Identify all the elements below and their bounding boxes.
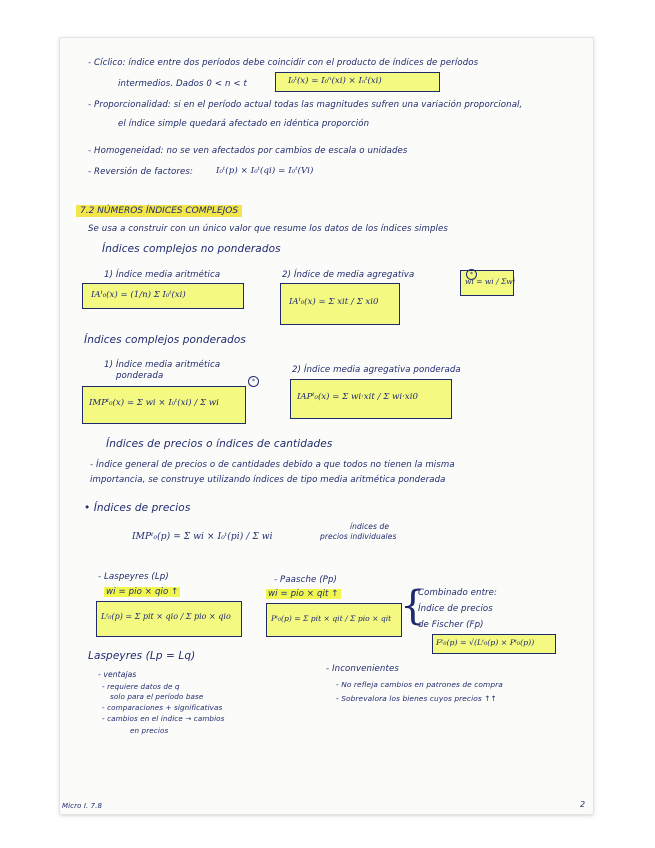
notebook-page [60, 38, 593, 814]
line-indice-general: - Índice general de precios o de cantidades debido a que todos no tienen la misma [90, 460, 455, 470]
label-media-aritmetica: 1) Índice media aritmética [104, 270, 221, 280]
line-proporcion-2: el índice simple quedará afectado en idéntica proporción [118, 119, 370, 129]
formula-agregativa-pond: IAPᵗ₀(x) = Σ wi·xit / Σ wi·xi0 [297, 392, 418, 402]
brace-symbol: { [400, 583, 426, 629]
label-laspeyres-weight: wi = pio × qio ↑ [106, 587, 179, 597]
label-ponderada: ponderada [116, 371, 164, 381]
note-precios-individuales: precios individuales [320, 532, 397, 541]
label-ventajas: - ventajas [98, 670, 137, 679]
formula-ciclico-box [275, 72, 440, 92]
ventaja-3: - cambios en el índice → cambios [102, 714, 225, 723]
label-fischer: de Fischer (Fp) [418, 620, 484, 630]
formula-paasche-box [266, 603, 402, 637]
heading-precios-cantidades: Índices de precios o índices de cantidades [106, 438, 333, 450]
section-title: 7.2 NÚMEROS ÍNDICES COMPLEJOS [76, 205, 242, 217]
inconveniente-1: - No refleja cambios en patrones de compra [336, 680, 503, 689]
formula-pond: IMPᵗ₀(x) = Σ wi × I₀ᵗ(xi) / Σ wi [89, 398, 219, 408]
formula-ciclico: I₀ᵗ(x) = I₀ⁿ(xi) × Iₙᵗ(xi) [288, 76, 382, 86]
formula-fischer: Fᵗ₀(p) = √(Lᵗ₀(p) × Pᵗ₀(p)) [436, 638, 535, 647]
line-construir: Se usa a construir con un único valor que resume los datos de los índices simples [88, 224, 448, 234]
page-number: 2 [580, 800, 586, 809]
line-reversion: - Reversión de factores: [88, 167, 194, 177]
line-ciclico: - Cíclico: índice entre dos períodos debe coincidir con el producto de índices de períodos [88, 58, 479, 68]
star-circle-icon-2: * [248, 376, 259, 387]
line-proporcionalidad: - Proporcionalidad: si en el período actual todas las magnitudes sufren una variación proporcional, [88, 100, 523, 110]
formula-pond-box [82, 386, 246, 424]
formula-agregativa-pond-box [290, 379, 452, 419]
page-footer: Micro I. 7.8 [62, 802, 103, 810]
label-paasche-weight: wi = pio × qit ↑ [268, 589, 339, 599]
heading-ponderados: Índices complejos ponderados [84, 334, 246, 346]
formula-media-agregativa: IAᵗ₀(x) = Σ xit / Σ xi0 [289, 297, 379, 307]
formula-laspeyres-box [96, 601, 242, 637]
line-intermedios: intermedios. Dados 0 < n < t [118, 79, 247, 89]
formula-media-aritmetica-box [82, 283, 244, 309]
formula-paasche: Pᵗ₀(p) = Σ pit × qit / Σ pio × qit [271, 614, 392, 623]
formula-reversion: I₀ᵗ(p) × I₀ᵗ(qi) = I₀ᵗ(Vi) [216, 166, 314, 176]
label-combinado: Combinado entre: [418, 588, 498, 598]
label-agregativa-pond: 2) Índice media agregativa ponderada [292, 365, 461, 375]
formula-impt: IMPᵗ₀(p) = Σ wi × I₀ᵗ(pi) / Σ wi [132, 532, 273, 542]
label-laspeyres: - Laspeyres (Lp) [98, 572, 169, 582]
label-paasche: - Paasche (Pp) [274, 575, 337, 585]
heading-laspeyres-lq: Laspeyres (Lp = Lq) [88, 650, 196, 662]
label-media-agregativa: 2) Índice de media agregativa [282, 270, 415, 280]
formula-laspeyres: Lᵗ₀(p) = Σ pit × qio / Σ pio × qio [101, 612, 231, 621]
formula-peso: wi = wi / Σwi [465, 277, 516, 286]
formula-fischer-box [432, 634, 556, 654]
line-importancia: importancia, se construye utilizando índices de tipo media aritmética ponderada [90, 475, 446, 485]
line-homogeneidad: - Homogeneidad: no se ven afectados por cambios de escala o unidades [88, 146, 408, 156]
heading-indices-precios: • Índices de precios [84, 502, 191, 514]
formula-media-agregativa-box [280, 283, 400, 325]
label-inconvenientes: - Inconvenientes [326, 664, 399, 674]
formula-media-aritmetica: IAᵗ₀(x) = (1/n) Σ I₀ᵗ(xi) [91, 290, 186, 300]
ventaja-2: - comparaciones + significativas [102, 703, 223, 712]
note-indices-de: índices de [350, 522, 390, 531]
label-media-aritmetica-pond: 1) Índice media aritmética [104, 360, 221, 370]
star-circle-icon: * [466, 269, 477, 280]
ventaja-3b: en precios [130, 726, 169, 735]
ventaja-1b: solo para el período base [110, 692, 204, 701]
inconveniente-2: - Sobrevalora los bienes cuyos precios ↑↑ [336, 694, 497, 703]
label-indice-precios: Índice de precios [418, 604, 493, 614]
ventaja-1: - requiere datos de q [102, 682, 180, 691]
heading-no-ponderados: Índices complejos no ponderados [102, 243, 281, 255]
